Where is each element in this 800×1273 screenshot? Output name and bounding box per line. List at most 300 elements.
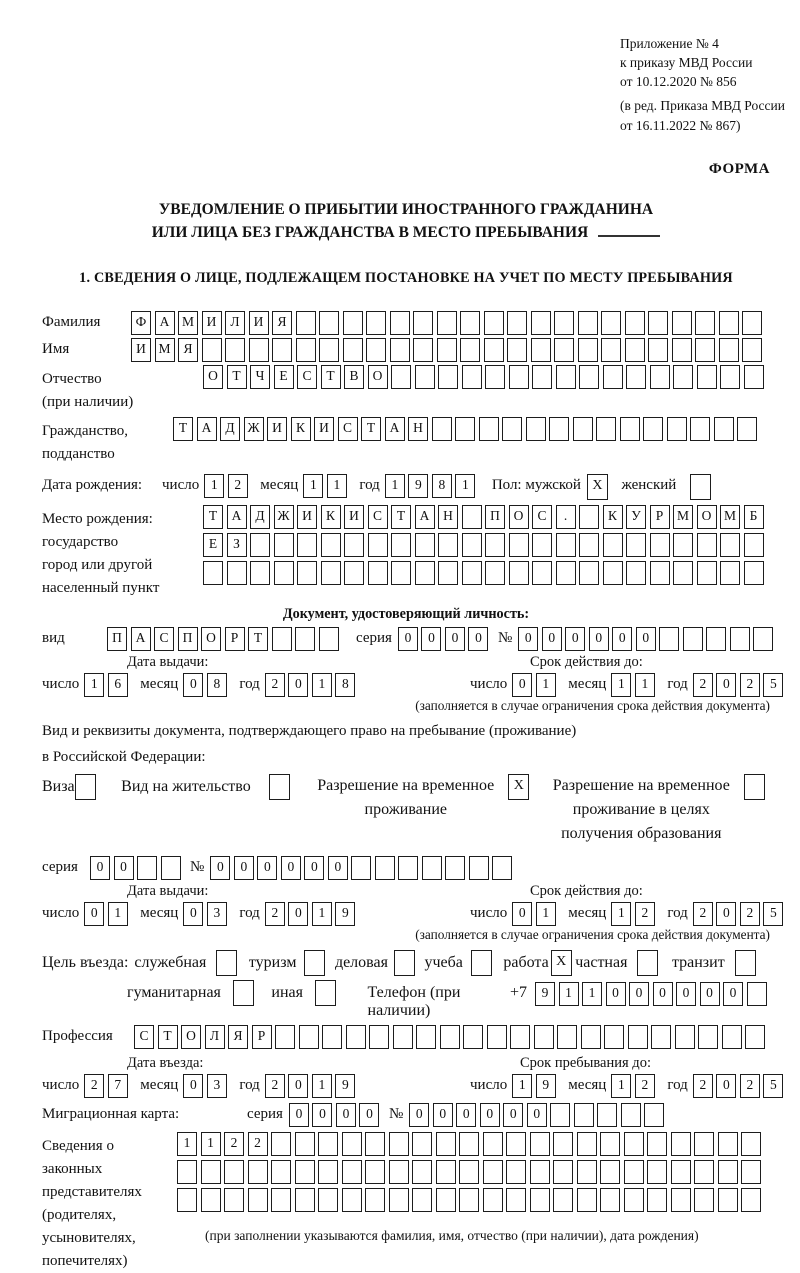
char-box[interactable]: 0 — [676, 982, 696, 1006]
char-box[interactable] — [343, 311, 363, 335]
char-box[interactable] — [753, 627, 773, 651]
char-box[interactable] — [579, 365, 599, 389]
char-box[interactable]: М — [673, 505, 693, 529]
char-box[interactable]: 0 — [234, 856, 254, 880]
char-box[interactable]: У — [626, 505, 646, 529]
char-box[interactable] — [532, 561, 552, 585]
char-box[interactable] — [628, 1025, 648, 1049]
char-box[interactable]: 0 — [210, 856, 230, 880]
char-box[interactable]: П — [107, 627, 127, 651]
char-box[interactable] — [415, 365, 435, 389]
char-box[interactable] — [342, 1188, 362, 1212]
char-box[interactable] — [675, 1025, 695, 1049]
char-box[interactable]: 0 — [288, 1074, 308, 1098]
char-box[interactable] — [506, 1160, 526, 1184]
char-box[interactable] — [250, 561, 270, 585]
char-box[interactable]: Д — [250, 505, 270, 529]
char-box[interactable]: Т — [227, 365, 247, 389]
char-box[interactable]: Е — [203, 533, 223, 557]
char-box[interactable] — [272, 627, 292, 651]
char-box[interactable] — [342, 1132, 362, 1156]
char-box[interactable] — [574, 1103, 594, 1127]
char-box[interactable] — [319, 338, 339, 362]
char-box[interactable]: 2 — [265, 673, 285, 697]
char-box[interactable] — [492, 856, 512, 880]
char-box[interactable] — [624, 1160, 644, 1184]
char-box[interactable] — [437, 338, 457, 362]
char-box[interactable] — [744, 533, 764, 557]
char-box[interactable] — [422, 856, 442, 880]
char-box[interactable]: Ч — [250, 365, 270, 389]
char-box[interactable] — [502, 417, 522, 441]
char-box[interactable]: 0 — [183, 902, 203, 926]
purpose-inaya-checkbox[interactable] — [315, 980, 336, 1006]
char-box[interactable] — [581, 1025, 601, 1049]
char-box[interactable] — [368, 533, 388, 557]
char-box[interactable] — [295, 1188, 315, 1212]
char-box[interactable]: 0 — [542, 627, 562, 651]
char-box[interactable] — [671, 1160, 691, 1184]
char-box[interactable] — [671, 1188, 691, 1212]
char-box[interactable] — [479, 417, 499, 441]
char-box[interactable]: 1 — [303, 474, 323, 498]
char-box[interactable] — [534, 1025, 554, 1049]
char-box[interactable] — [530, 1132, 550, 1156]
char-box[interactable] — [177, 1160, 197, 1184]
char-box[interactable] — [485, 533, 505, 557]
char-box[interactable] — [507, 311, 527, 335]
char-box[interactable]: 9 — [536, 1074, 556, 1098]
char-box[interactable]: Я — [178, 338, 198, 362]
char-box[interactable]: 9 — [408, 474, 428, 498]
char-box[interactable] — [647, 1188, 667, 1212]
char-box[interactable]: 6 — [108, 673, 128, 697]
char-box[interactable]: Т — [391, 505, 411, 529]
char-box[interactable]: Т — [203, 505, 223, 529]
char-box[interactable]: Я — [272, 311, 292, 335]
char-box[interactable] — [647, 1160, 667, 1184]
char-box[interactable]: 7 — [108, 1074, 128, 1098]
char-box[interactable] — [643, 417, 663, 441]
char-box[interactable] — [436, 1160, 456, 1184]
char-box[interactable] — [225, 338, 245, 362]
char-box[interactable]: А — [227, 505, 247, 529]
char-box[interactable]: С — [368, 505, 388, 529]
char-box[interactable]: 1 — [312, 902, 332, 926]
char-box[interactable]: 0 — [512, 673, 532, 697]
char-box[interactable]: С — [154, 627, 174, 651]
char-box[interactable]: 0 — [114, 856, 134, 880]
char-box[interactable]: 0 — [257, 856, 277, 880]
char-box[interactable]: 0 — [336, 1103, 356, 1127]
char-box[interactable] — [438, 365, 458, 389]
char-box[interactable] — [249, 338, 269, 362]
char-box[interactable] — [391, 365, 411, 389]
char-box[interactable] — [369, 1025, 389, 1049]
char-box[interactable] — [344, 561, 364, 585]
char-box[interactable] — [672, 311, 692, 335]
char-box[interactable] — [621, 1103, 641, 1127]
visa-checkbox[interactable] — [75, 774, 96, 800]
char-box[interactable] — [719, 311, 739, 335]
char-box[interactable] — [722, 1025, 742, 1049]
char-box[interactable] — [720, 561, 740, 585]
char-box[interactable] — [390, 338, 410, 362]
sex-male-checkbox[interactable]: X — [587, 474, 608, 500]
char-box[interactable]: 2 — [224, 1132, 244, 1156]
char-box[interactable] — [697, 561, 717, 585]
char-box[interactable] — [531, 311, 551, 335]
char-box[interactable] — [365, 1188, 385, 1212]
char-box[interactable] — [690, 417, 710, 441]
char-box[interactable]: П — [485, 505, 505, 529]
char-box[interactable]: 8 — [207, 673, 227, 697]
char-box[interactable]: Р — [252, 1025, 272, 1049]
char-box[interactable]: 0 — [700, 982, 720, 1006]
char-box[interactable] — [462, 561, 482, 585]
char-box[interactable]: И — [297, 505, 317, 529]
char-box[interactable]: . — [556, 505, 576, 529]
char-box[interactable]: 2 — [740, 1074, 760, 1098]
char-box[interactable]: 0 — [445, 627, 465, 651]
char-box[interactable] — [177, 1188, 197, 1212]
char-box[interactable] — [366, 338, 386, 362]
char-box[interactable]: С — [297, 365, 317, 389]
char-box[interactable]: М — [178, 311, 198, 335]
char-box[interactable]: 0 — [589, 627, 609, 651]
char-box[interactable] — [644, 1103, 664, 1127]
char-box[interactable]: 2 — [248, 1132, 268, 1156]
char-box[interactable] — [532, 365, 552, 389]
char-box[interactable]: И — [131, 338, 151, 362]
char-box[interactable]: 2 — [740, 673, 760, 697]
char-box[interactable]: 2 — [265, 1074, 285, 1098]
char-box[interactable] — [271, 1188, 291, 1212]
char-box[interactable]: Е — [274, 365, 294, 389]
char-box[interactable] — [346, 1025, 366, 1049]
char-box[interactable] — [227, 561, 247, 585]
purpose-tranzit-checkbox[interactable] — [735, 950, 756, 976]
char-box[interactable]: 1 — [312, 673, 332, 697]
char-box[interactable]: 0 — [653, 982, 673, 1006]
char-box[interactable] — [321, 561, 341, 585]
char-box[interactable]: 0 — [716, 673, 736, 697]
char-box[interactable] — [671, 1132, 691, 1156]
char-box[interactable] — [532, 533, 552, 557]
char-box[interactable]: 1 — [201, 1132, 221, 1156]
char-box[interactable]: 0 — [288, 902, 308, 926]
char-box[interactable] — [412, 1132, 432, 1156]
purpose-gumanitarnaya-checkbox[interactable] — [233, 980, 254, 1006]
char-box[interactable] — [415, 561, 435, 585]
char-box[interactable]: О — [203, 365, 223, 389]
char-box[interactable] — [531, 338, 551, 362]
char-box[interactable] — [601, 311, 621, 335]
char-box[interactable] — [672, 338, 692, 362]
char-box[interactable] — [673, 533, 693, 557]
char-box[interactable] — [695, 311, 715, 335]
char-box[interactable] — [557, 1025, 577, 1049]
char-box[interactable] — [460, 311, 480, 335]
char-box[interactable] — [554, 311, 574, 335]
char-box[interactable] — [483, 1188, 503, 1212]
char-box[interactable] — [603, 561, 623, 585]
char-box[interactable]: 2 — [84, 1074, 104, 1098]
char-box[interactable] — [343, 338, 363, 362]
char-box[interactable]: С — [338, 417, 358, 441]
char-box[interactable] — [695, 338, 715, 362]
char-box[interactable] — [506, 1132, 526, 1156]
char-box[interactable] — [620, 417, 640, 441]
char-box[interactable] — [415, 533, 435, 557]
char-box[interactable]: 0 — [433, 1103, 453, 1127]
char-box[interactable]: А — [415, 505, 435, 529]
char-box[interactable] — [436, 1188, 456, 1212]
char-box[interactable]: Ж — [244, 417, 264, 441]
char-box[interactable] — [597, 1103, 617, 1127]
char-box[interactable] — [224, 1160, 244, 1184]
char-box[interactable] — [432, 417, 452, 441]
char-box[interactable] — [718, 1160, 738, 1184]
char-box[interactable] — [440, 1025, 460, 1049]
char-box[interactable]: 0 — [565, 627, 585, 651]
char-box[interactable]: 0 — [84, 902, 104, 926]
char-box[interactable] — [483, 1160, 503, 1184]
char-box[interactable] — [296, 338, 316, 362]
char-box[interactable] — [203, 561, 223, 585]
char-box[interactable]: Р — [650, 505, 670, 529]
char-box[interactable]: 0 — [468, 627, 488, 651]
char-box[interactable] — [600, 1132, 620, 1156]
char-box[interactable] — [694, 1132, 714, 1156]
char-box[interactable] — [460, 338, 480, 362]
char-box[interactable]: И — [202, 311, 222, 335]
char-box[interactable] — [462, 365, 482, 389]
char-box[interactable] — [509, 561, 529, 585]
char-box[interactable]: О — [181, 1025, 201, 1049]
char-box[interactable] — [485, 365, 505, 389]
char-box[interactable]: 0 — [359, 1103, 379, 1127]
char-box[interactable] — [698, 1025, 718, 1049]
char-box[interactable]: 0 — [398, 627, 418, 651]
char-box[interactable] — [718, 1188, 738, 1212]
char-box[interactable]: К — [321, 505, 341, 529]
char-box[interactable]: 0 — [90, 856, 110, 880]
char-box[interactable] — [295, 1160, 315, 1184]
char-box[interactable] — [720, 365, 740, 389]
char-box[interactable]: Т — [158, 1025, 178, 1049]
char-box[interactable] — [351, 856, 371, 880]
char-box[interactable]: К — [603, 505, 623, 529]
char-box[interactable]: 0 — [328, 856, 348, 880]
char-box[interactable] — [549, 417, 569, 441]
char-box[interactable] — [342, 1160, 362, 1184]
char-box[interactable] — [714, 417, 734, 441]
residence-permit-checkbox[interactable] — [269, 774, 290, 800]
char-box[interactable]: 8 — [432, 474, 452, 498]
char-box[interactable] — [683, 627, 703, 651]
char-box[interactable]: П — [178, 627, 198, 651]
char-box[interactable] — [744, 561, 764, 585]
char-box[interactable] — [507, 338, 527, 362]
char-box[interactable]: 5 — [763, 902, 783, 926]
char-box[interactable] — [697, 533, 717, 557]
char-box[interactable] — [459, 1160, 479, 1184]
char-box[interactable]: 0 — [612, 627, 632, 651]
char-box[interactable]: О — [697, 505, 717, 529]
char-box[interactable] — [469, 856, 489, 880]
char-box[interactable]: Т — [361, 417, 381, 441]
char-box[interactable] — [438, 561, 458, 585]
purpose-chastnaya-checkbox[interactable] — [637, 950, 658, 976]
char-box[interactable] — [368, 561, 388, 585]
char-box[interactable] — [296, 311, 316, 335]
char-box[interactable]: 1 — [611, 673, 631, 697]
char-box[interactable] — [577, 1188, 597, 1212]
char-box[interactable] — [412, 1188, 432, 1212]
char-box[interactable] — [321, 533, 341, 557]
char-box[interactable]: 1 — [385, 474, 405, 498]
char-box[interactable] — [603, 365, 623, 389]
char-box[interactable] — [445, 856, 465, 880]
char-box[interactable] — [706, 627, 726, 651]
char-box[interactable] — [577, 1160, 597, 1184]
char-box[interactable] — [295, 1132, 315, 1156]
char-box[interactable] — [202, 338, 222, 362]
char-box[interactable] — [459, 1132, 479, 1156]
edu-permit-checkbox[interactable] — [744, 774, 765, 800]
char-box[interactable] — [318, 1188, 338, 1212]
char-box[interactable] — [295, 627, 315, 651]
char-box[interactable]: И — [344, 505, 364, 529]
char-box[interactable] — [509, 365, 529, 389]
char-box[interactable] — [730, 627, 750, 651]
char-box[interactable] — [718, 1132, 738, 1156]
char-box[interactable] — [365, 1132, 385, 1156]
char-box[interactable]: 2 — [265, 902, 285, 926]
purpose-turizm-checkbox[interactable] — [304, 950, 325, 976]
char-box[interactable]: Д — [220, 417, 240, 441]
temp-permit-checkbox[interactable]: X — [508, 774, 529, 800]
char-box[interactable]: 2 — [693, 673, 713, 697]
purpose-ucheba-checkbox[interactable] — [471, 950, 492, 976]
char-box[interactable]: Р — [225, 627, 245, 651]
char-box[interactable] — [745, 1025, 765, 1049]
char-box[interactable] — [626, 561, 646, 585]
char-box[interactable] — [650, 533, 670, 557]
char-box[interactable]: 1 — [611, 1074, 631, 1098]
char-box[interactable]: С — [532, 505, 552, 529]
char-box[interactable]: 1 — [536, 673, 556, 697]
char-box[interactable] — [719, 338, 739, 362]
char-box[interactable]: 8 — [335, 673, 355, 697]
char-box[interactable]: Ф — [131, 311, 151, 335]
char-box[interactable]: 0 — [716, 902, 736, 926]
char-box[interactable] — [250, 533, 270, 557]
char-box[interactable] — [137, 856, 157, 880]
char-box[interactable] — [375, 856, 395, 880]
char-box[interactable]: 1 — [512, 1074, 532, 1098]
char-box[interactable]: 1 — [559, 982, 579, 1006]
char-box[interactable]: А — [155, 311, 175, 335]
char-box[interactable] — [389, 1188, 409, 1212]
char-box[interactable] — [275, 1025, 295, 1049]
char-box[interactable]: Н — [438, 505, 458, 529]
char-box[interactable] — [299, 1025, 319, 1049]
char-box[interactable] — [391, 561, 411, 585]
char-box[interactable] — [650, 365, 670, 389]
char-box[interactable] — [413, 338, 433, 362]
char-box[interactable] — [596, 417, 616, 441]
char-box[interactable]: 0 — [527, 1103, 547, 1127]
char-box[interactable] — [274, 533, 294, 557]
char-box[interactable] — [694, 1188, 714, 1212]
char-box[interactable] — [556, 561, 576, 585]
char-box[interactable] — [647, 1132, 667, 1156]
char-box[interactable]: 1 — [582, 982, 602, 1006]
purpose-delovaya-checkbox[interactable] — [394, 950, 415, 976]
char-box[interactable] — [553, 1188, 573, 1212]
char-box[interactable]: 2 — [635, 1074, 655, 1098]
char-box[interactable] — [201, 1188, 221, 1212]
char-box[interactable] — [322, 1025, 342, 1049]
char-box[interactable] — [626, 533, 646, 557]
char-box[interactable] — [366, 311, 386, 335]
char-box[interactable]: 9 — [335, 902, 355, 926]
char-box[interactable] — [737, 417, 757, 441]
char-box[interactable]: Т — [248, 627, 268, 651]
char-box[interactable] — [553, 1160, 573, 1184]
char-box[interactable] — [556, 365, 576, 389]
char-box[interactable] — [459, 1188, 479, 1212]
char-box[interactable]: 0 — [456, 1103, 476, 1127]
char-box[interactable]: 3 — [207, 902, 227, 926]
char-box[interactable] — [579, 505, 599, 529]
char-box[interactable] — [624, 1132, 644, 1156]
char-box[interactable]: О — [509, 505, 529, 529]
char-box[interactable]: 2 — [693, 1074, 713, 1098]
char-box[interactable]: 2 — [635, 902, 655, 926]
char-box[interactable] — [741, 1160, 761, 1184]
char-box[interactable] — [271, 1132, 291, 1156]
char-box[interactable] — [604, 1025, 624, 1049]
char-box[interactable]: 9 — [535, 982, 555, 1006]
char-box[interactable] — [553, 1132, 573, 1156]
char-box[interactable] — [437, 311, 457, 335]
char-box[interactable] — [463, 1025, 483, 1049]
char-box[interactable]: И — [249, 311, 269, 335]
char-box[interactable]: 0 — [183, 673, 203, 697]
char-box[interactable] — [455, 417, 475, 441]
char-box[interactable]: 0 — [289, 1103, 309, 1127]
char-box[interactable] — [510, 1025, 530, 1049]
char-box[interactable]: О — [201, 627, 221, 651]
char-box[interactable]: 0 — [409, 1103, 429, 1127]
char-box[interactable] — [579, 533, 599, 557]
char-box[interactable]: Я — [228, 1025, 248, 1049]
char-box[interactable] — [554, 338, 574, 362]
char-box[interactable] — [624, 1188, 644, 1212]
char-box[interactable] — [600, 1160, 620, 1184]
char-box[interactable] — [297, 561, 317, 585]
char-box[interactable]: 2 — [693, 902, 713, 926]
char-box[interactable] — [271, 1160, 291, 1184]
char-box[interactable] — [274, 561, 294, 585]
char-box[interactable] — [389, 1132, 409, 1156]
char-box[interactable]: 1 — [84, 673, 104, 697]
char-box[interactable]: А — [197, 417, 217, 441]
char-box[interactable]: 0 — [312, 1103, 332, 1127]
